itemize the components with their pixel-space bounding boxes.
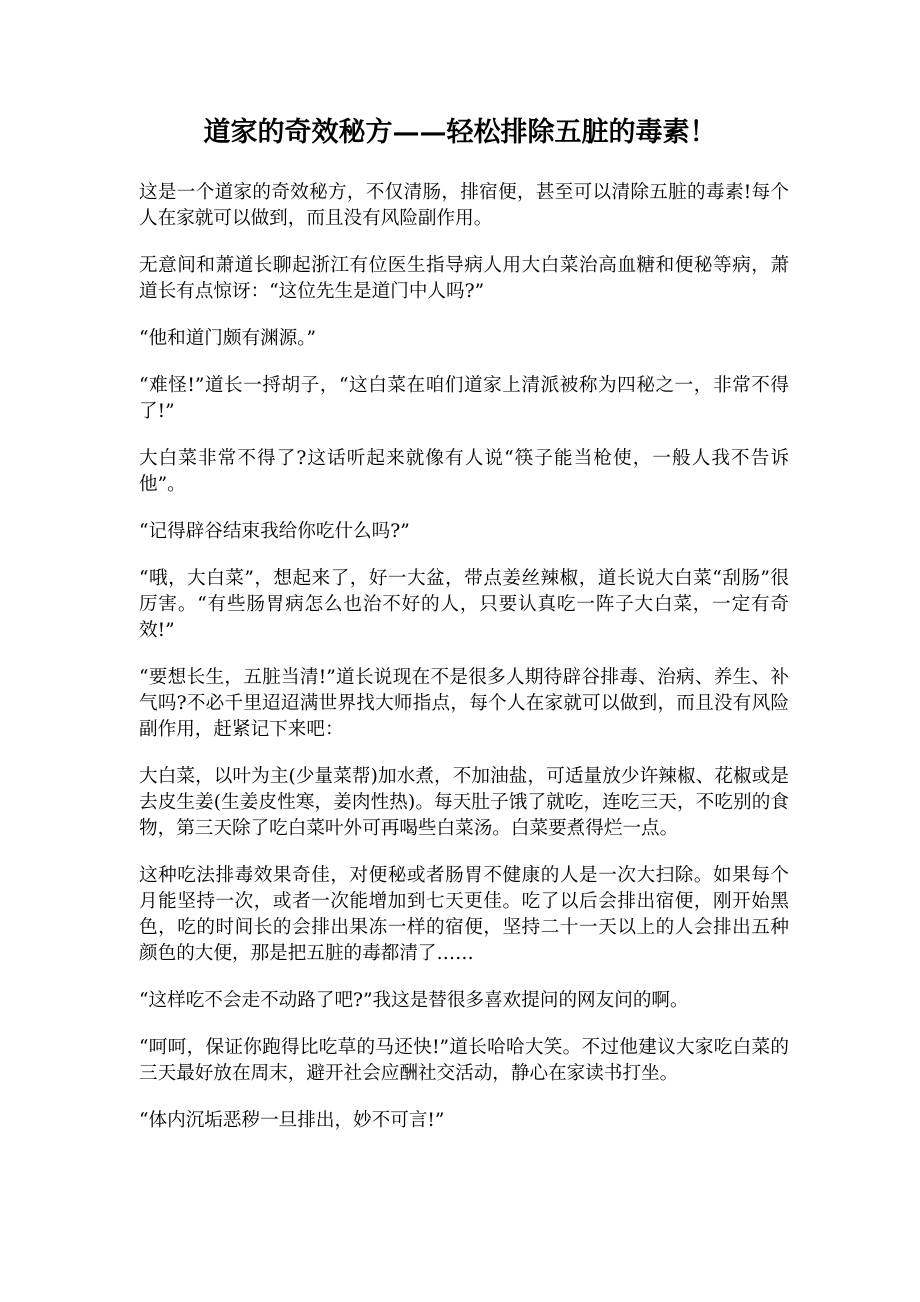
paragraph: “呵呵，保证你跑得比吃草的马还快!”道长哈哈大笑。不过他建议大家吃白菜的三天最好放在周末，避开社会应酬社交活动，静心在家读书打坐。	[139, 1037, 789, 1084]
paragraph: “难怪!”道长一捋胡子，“这白菜在咱们道家上清派被称为四秘之一，非常不得了!”	[139, 375, 789, 422]
paragraph: “记得辟谷结束我给你吃什么吗?”	[139, 521, 410, 542]
paragraph: “体内沉垢恶秽一旦排出，妙不可言!”	[139, 1110, 445, 1131]
paragraph: “这样吃不会走不动路了吧?”我这是替很多喜欢提问的网友问的啊。	[139, 990, 689, 1011]
paragraph: 这是一个道家的奇效秘方，不仅清肠，排宿便，甚至可以清除五脏的毒素!每个人在家就可以做到，而且没有风险副作用。	[139, 182, 789, 229]
paragraph: 无意间和萧道长聊起浙江有位医生指导病人用大白菜治高血糖和便秘等病，萧道长有点惊讶：“这位先生是道门中人吗?”	[139, 255, 789, 302]
paragraph: “他和道门颇有渊源。”	[139, 328, 317, 349]
document-title: 道家的奇效秘方——轻松排除五脏的毒素！	[203, 117, 717, 148]
document-body	[139, 180, 789, 1155]
paragraph: “要想长生，五脏当清!”道长说现在不是很多人期待辟谷排毒、治病、养生、补气吗?不必千里迢迢满世界找大师指点，每个人在家就可以做到，而且没有风险副作用，赶紧记下来吧：	[139, 667, 789, 740]
paragraph: 大白菜，以叶为主(少量菜帮)加水煮，不加油盐，可适量放少许辣椒、花椒或是去皮生姜(生姜皮性寒，姜肉性热)。每天肚子饿了就吃，连吃三天，不吃别的食物，第三天除了吃白菜叶外可再喝些白菜汤。白菜要煮得烂一点。	[139, 766, 789, 839]
paragraph: “哦，大白菜”，想起来了，好一大盆，带点姜丝辣椒，道长说大白菜“刮肠”很厉害。“有些肠胃病怎么也治不好的人，只要认真吃一阵子大白菜，一定有奇效!”	[139, 568, 789, 641]
paragraph: 这种吃法排毒效果奇佳，对便秘或者肠胃不健康的人是一次大扫除。如果每个月能坚持一次，或者一次能增加到七天更佳。吃了以后会排出宿便，刚开始黑色，吃的时间长的会排出果冻一样的宿便，坚持二十一天以上的人会排出五种颜色的大便，那是把五脏的毒都清了……	[139, 865, 789, 964]
paragraph: 大白菜非常不得了?这话听起来就像有人说“筷子能当枪使，一般人我不告诉他”。	[139, 448, 789, 495]
